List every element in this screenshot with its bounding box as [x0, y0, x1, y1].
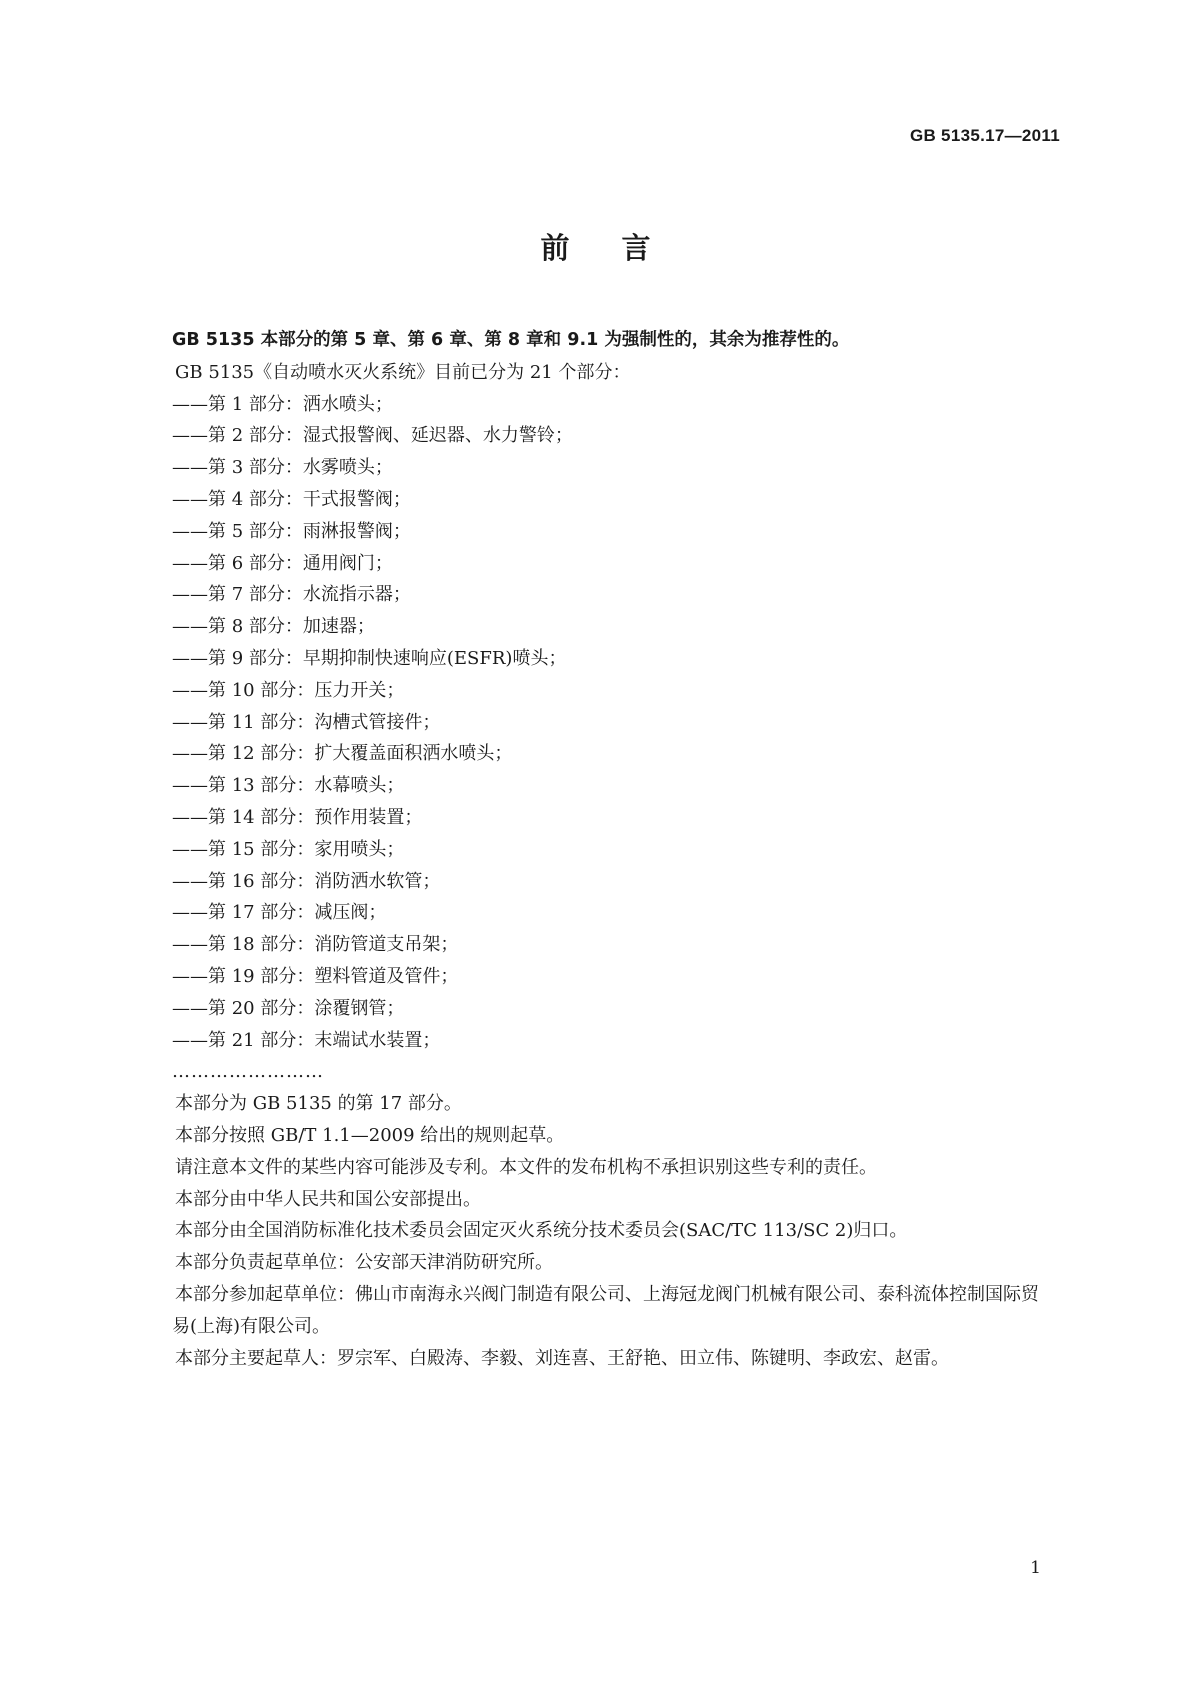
mandatory-statement: GB 5135 本部分的第 5 章、第 6 章、第 8 章和 9.1 为强制性的，其余为推荐性的。: [172, 330, 850, 350]
list-item: ——第 8 部分：加速器；: [172, 616, 375, 638]
list-item: ——第 17 部分：减压阀；: [172, 902, 387, 924]
list-item: ——第 5 部分：雨淋报警阀；: [172, 520, 411, 542]
list-item: ——第 7 部分：水流指示器；: [172, 584, 411, 606]
statement-main-drafters: 本部分主要起草人：罗宗军、白殿涛、李毅、刘连喜、王舒艳、田立伟、陈键明、李政宏、赵雷。: [175, 1347, 949, 1369]
list-item: ——第 12 部分：扩大覆盖面积洒水喷头；: [172, 743, 513, 765]
page-title: 前言: [540, 231, 703, 265]
list-item: ——第 19 部分：塑料管道及管件；: [172, 965, 459, 987]
statement-participating-drafters: 本部分参加起草单位：佛山市南海永兴阀门制造有限公司、上海冠龙阀门机械有限公司、泰科流体控制国际贸易(上海)有限公司。: [172, 1283, 1039, 1337]
list-item: ——第 20 部分：涂覆钢管；: [172, 997, 405, 1019]
parts-list: [172, 389, 1060, 1089]
list-item: ——第 6 部分：通用阀门；: [172, 552, 393, 574]
statement-patent-notice: 请注意本文件的某些内容可能涉及专利。本文件的发布机构不承担识别这些专利的责任。: [175, 1156, 877, 1178]
document-code: GB 5135.17—2011: [909, 126, 1060, 145]
document-body: [172, 325, 1060, 1374]
list-item: ——第 1 部分：洒水喷头；: [172, 393, 393, 415]
statement-lead-drafter: 本部分负责起草单位：公安部天津消防研究所。: [175, 1252, 553, 1274]
statement-drafting-rules: 本部分按照 GB/T 1.1—2009 给出的规则起草。: [175, 1124, 565, 1146]
list-item: ——第 11 部分：沟槽式管接件；: [172, 711, 441, 733]
page-number: 1: [1030, 1558, 1041, 1578]
list-item: ——第 16 部分：消防洒水软管；: [172, 870, 441, 892]
list-item: ——第 10 部分：压力开关；: [172, 679, 405, 701]
list-item: ——第 4 部分：干式报警阀；: [172, 488, 411, 510]
statement-proposer: 本部分由中华人民共和国公安部提出。: [175, 1188, 481, 1210]
list-ellipsis: ……………………: [172, 1061, 324, 1083]
list-item: ——第 3 部分：水雾喷头；: [172, 457, 393, 479]
series-intro: GB 5135《自动喷水灭火系统》目前已分为 21 个部分：: [175, 361, 631, 383]
list-item: ——第 14 部分：预作用装置；: [172, 806, 423, 828]
list-item: ——第 15 部分：家用喷头；: [172, 838, 405, 860]
statement-committee: 本部分由全国消防标准化技术委员会固定灭火系统分技术委员会(SAC/TC 113/SC 2)归口。: [175, 1220, 908, 1242]
list-item: ——第 18 部分：消防管道支吊架；: [172, 934, 459, 956]
list-item: ——第 13 部分：水幕喷头；: [172, 775, 405, 797]
statement-part-number: 本部分为 GB 5135 的第 17 部分。: [175, 1093, 462, 1115]
list-item: ——第 2 部分：湿式报警阀、延迟器、水力警铃；: [172, 425, 573, 447]
list-item: ——第 9 部分：早期抑制快速响应(ESFR)喷头；: [172, 647, 567, 669]
list-item: ——第 21 部分：末端试水装置；: [172, 1029, 441, 1051]
